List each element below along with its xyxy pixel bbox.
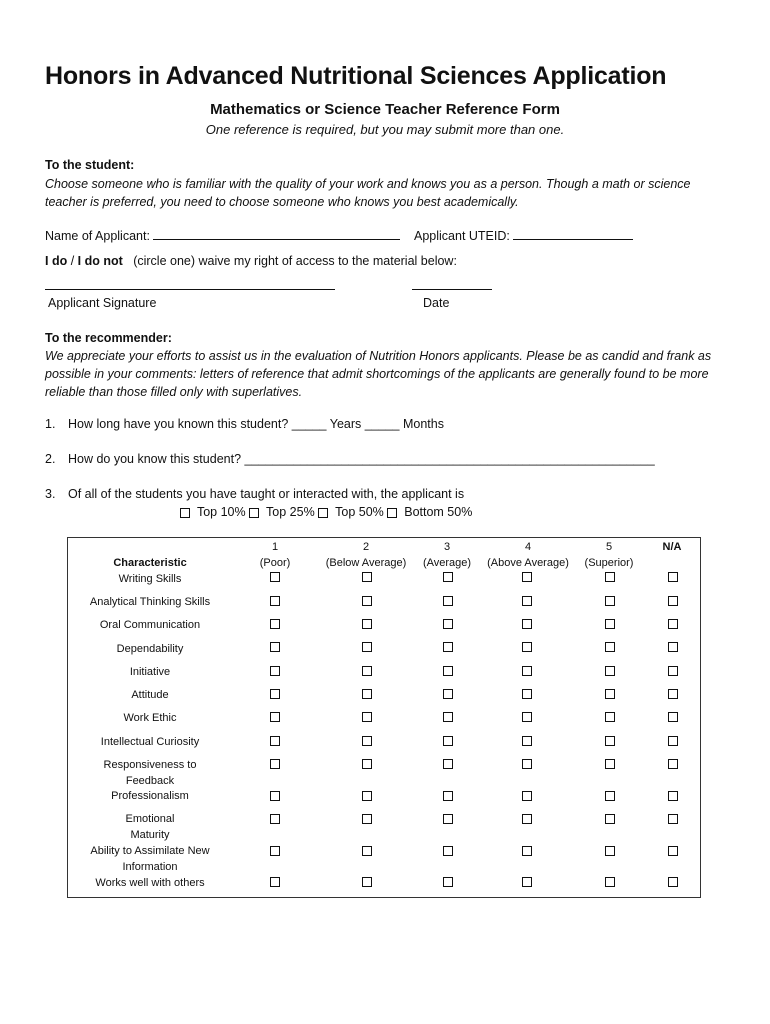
- date-label: Date: [423, 296, 450, 310]
- recommender-instructions-line1: We appreciate your efforts to assist us in the evaluation of Nutrition Honors applicants. Please be as candid and frank as: [45, 349, 712, 363]
- form-note: One reference is required, but you may submit more than one.: [205, 122, 565, 137]
- i-do-option[interactable]: I do: [45, 254, 68, 268]
- uteid-label: Applicant UTEID:: [414, 229, 514, 243]
- rating-checkbox[interactable]: [270, 572, 280, 582]
- rating-checkbox[interactable]: [668, 642, 678, 652]
- rating-checkbox[interactable]: [270, 877, 280, 887]
- col-5-number: 5: [605, 541, 613, 553]
- rating-checkbox[interactable]: [668, 759, 678, 769]
- rating-checkbox[interactable]: [443, 666, 453, 676]
- question-3-number: 3.: [45, 487, 56, 501]
- rank-options: [180, 505, 472, 519]
- rating-checkbox[interactable]: [362, 814, 372, 824]
- rating-checkbox[interactable]: [443, 877, 453, 887]
- rating-checkbox[interactable]: [668, 712, 678, 722]
- row-label-assimilate-information: Ability to Assimilate New Information: [90, 845, 210, 873]
- rating-checkbox[interactable]: [605, 846, 615, 856]
- rating-checkbox[interactable]: [605, 791, 615, 801]
- col-4-header: [480, 539, 576, 571]
- student-instructions-line1: Choose someone who is familiar with the quality of your work and knows you as a person. Though a math or science: [45, 177, 691, 191]
- top-10-checkbox[interactable]: [180, 508, 190, 518]
- applicant-name-label: Name of Applicant:: [45, 229, 154, 243]
- row-label-work-ethic: Work Ethic: [123, 712, 177, 724]
- rating-checkbox[interactable]: [362, 712, 372, 722]
- rating-checkbox[interactable]: [362, 846, 372, 856]
- rating-checkbox[interactable]: [270, 814, 280, 824]
- rating-checkbox[interactable]: [270, 666, 280, 676]
- rating-checkbox[interactable]: [443, 759, 453, 769]
- row-label-initiative: Initiative: [129, 666, 171, 678]
- student-heading: To the student:: [45, 158, 135, 172]
- rating-checkbox[interactable]: [668, 666, 678, 676]
- rating-checkbox[interactable]: [668, 596, 678, 606]
- col-na-header: [646, 539, 698, 555]
- question-1-text: How long have you known this student? _____ Years _____ Months: [68, 417, 444, 431]
- recommender-heading: To the recommender:: [45, 331, 172, 345]
- recommender-instructions-line3: reliable than those filled only with superlatives.: [45, 385, 303, 399]
- uteid-row: [414, 228, 633, 243]
- rating-checkbox[interactable]: [605, 619, 615, 629]
- row-label-professionalism: Professionalism: [111, 790, 189, 802]
- rating-checkbox[interactable]: [270, 791, 280, 801]
- rating-checkbox[interactable]: [270, 712, 280, 722]
- rating-checkbox[interactable]: [605, 596, 615, 606]
- page-title: Honors in Advanced Nutritional Sciences Application: [45, 62, 667, 90]
- rating-checkbox[interactable]: [605, 689, 615, 699]
- col-5-header: [578, 539, 640, 571]
- row-label-works-well: Works well with others: [95, 877, 205, 889]
- rating-checkbox[interactable]: [443, 619, 453, 629]
- rating-checkbox[interactable]: [443, 814, 453, 824]
- rating-checkbox[interactable]: [443, 736, 453, 746]
- waiver-text: (circle one) waive my right of access to the material below:: [133, 254, 457, 268]
- rating-checkbox[interactable]: [443, 689, 453, 699]
- student-instructions: [45, 175, 735, 211]
- rating-checkbox[interactable]: [362, 791, 372, 801]
- rating-checkbox[interactable]: [605, 642, 615, 652]
- rating-checkbox[interactable]: [270, 846, 280, 856]
- question-2-text: How do you know this student? ___________________________________________________________: [68, 452, 655, 466]
- rating-checkbox[interactable]: [362, 572, 372, 582]
- col-2-number: 2: [362, 541, 370, 553]
- rating-checkbox[interactable]: [522, 642, 532, 652]
- top-50-label: Top 50%: [335, 505, 384, 519]
- question-1-number: 1.: [45, 417, 56, 431]
- row-label-oral-communication: Oral Communication: [99, 619, 201, 631]
- col-4-label: (Above Average): [487, 557, 569, 569]
- rating-checkbox[interactable]: [522, 736, 532, 746]
- signature-label: Applicant Signature: [48, 296, 157, 310]
- rating-checkbox[interactable]: [605, 712, 615, 722]
- uteid-field[interactable]: [513, 228, 633, 240]
- waiver-row: [45, 254, 457, 268]
- rating-checkbox[interactable]: [362, 689, 372, 699]
- row-label-intellectual-curiosity: Intellectual Curiosity: [100, 736, 200, 748]
- rating-checkbox[interactable]: [443, 712, 453, 722]
- rating-checkbox[interactable]: [443, 791, 453, 801]
- rating-checkbox[interactable]: [362, 619, 372, 629]
- col-4-number: 4: [524, 541, 532, 553]
- rating-checkbox[interactable]: [270, 736, 280, 746]
- rating-checkbox[interactable]: [362, 666, 372, 676]
- rating-checkbox[interactable]: [668, 877, 678, 887]
- col-3-header: [417, 539, 477, 571]
- col-1-label: (Poor): [259, 557, 291, 569]
- rating-checkbox[interactable]: [270, 619, 280, 629]
- rating-checkbox[interactable]: [522, 791, 532, 801]
- col-1-header: [245, 539, 305, 571]
- rating-checkbox[interactable]: [522, 619, 532, 629]
- row-label-analytical-thinking: Analytical Thinking Skills: [89, 596, 211, 608]
- rating-checkbox[interactable]: [443, 846, 453, 856]
- applicant-name-field[interactable]: [153, 228, 400, 240]
- rating-checkbox[interactable]: [605, 666, 615, 676]
- bottom-50-checkbox[interactable]: [387, 508, 397, 518]
- waiver-slash: /: [67, 254, 78, 268]
- rating-checkbox[interactable]: [522, 877, 532, 887]
- row-label-writing-skills: Writing Skills: [118, 573, 182, 585]
- student-instructions-line2: teacher is preferred, you need to choose someone who knows you best academically.: [45, 195, 519, 209]
- rating-checkbox[interactable]: [270, 642, 280, 652]
- rating-checkbox[interactable]: [668, 689, 678, 699]
- rating-checkbox[interactable]: [443, 596, 453, 606]
- col-2-label: (Below Average): [325, 557, 407, 569]
- rating-checkbox[interactable]: [270, 596, 280, 606]
- row-label-emotional-maturity: Emotional Maturity: [125, 813, 175, 841]
- rating-checkbox[interactable]: [605, 877, 615, 887]
- top-25-checkbox[interactable]: [249, 508, 259, 518]
- top-10-label: Top 10%: [196, 505, 246, 519]
- top-50-checkbox[interactable]: [318, 508, 328, 518]
- col-2-header: [316, 539, 416, 571]
- signature-field[interactable]: [45, 289, 335, 290]
- characteristic-header: Characteristic: [113, 557, 187, 569]
- question-2: [45, 452, 655, 466]
- rating-checkbox[interactable]: [362, 642, 372, 652]
- rating-checkbox[interactable]: [605, 572, 615, 582]
- rating-checkbox[interactable]: [605, 736, 615, 746]
- bottom-50-label: Bottom 50%: [404, 505, 473, 519]
- col-na-number: N/A: [662, 541, 682, 553]
- col-5-label: (Superior): [584, 557, 634, 569]
- rating-checkbox[interactable]: [522, 596, 532, 606]
- rating-checkbox[interactable]: [522, 846, 532, 856]
- question-1: [45, 417, 444, 431]
- rating-checkbox[interactable]: [605, 759, 615, 769]
- rating-checkbox[interactable]: [605, 814, 615, 824]
- rating-checkbox[interactable]: [668, 736, 678, 746]
- rating-checkbox[interactable]: [270, 689, 280, 699]
- row-label-attitude: Attitude: [131, 689, 169, 701]
- date-field[interactable]: [412, 289, 492, 290]
- rating-checkbox[interactable]: [668, 814, 678, 824]
- rating-checkbox[interactable]: [668, 619, 678, 629]
- rating-checkbox[interactable]: [522, 759, 532, 769]
- question-3: [45, 487, 464, 501]
- recommender-instructions: [45, 347, 735, 401]
- question-2-number: 2.: [45, 452, 56, 466]
- rating-checkbox[interactable]: [362, 759, 372, 769]
- col-3-number: 3: [443, 541, 451, 553]
- rating-checkbox[interactable]: [362, 596, 372, 606]
- form-subtitle: Mathematics or Science Teacher Reference Form: [210, 101, 560, 118]
- rating-checkbox[interactable]: [362, 877, 372, 887]
- question-3-text: Of all of the students you have taught or interacted with, the applicant is: [68, 487, 465, 501]
- i-do-not-option[interactable]: I do not: [77, 254, 123, 268]
- rating-checkbox[interactable]: [668, 791, 678, 801]
- rating-checkbox[interactable]: [443, 642, 453, 652]
- rating-checkbox[interactable]: [522, 814, 532, 824]
- applicant-name-row: [45, 228, 400, 243]
- rating-checkbox[interactable]: [443, 572, 453, 582]
- recommender-instructions-line2: possible in your comments: letters of reference that admit shortcomings of the applicants are generally found to be more: [45, 367, 709, 381]
- rating-checkbox[interactable]: [522, 572, 532, 582]
- rating-checkbox[interactable]: [522, 689, 532, 699]
- top-25-label: Top 25%: [266, 505, 315, 519]
- col-1-number: 1: [271, 541, 279, 553]
- row-label-responsiveness: Responsiveness to Feedback: [103, 759, 197, 787]
- rating-checkbox[interactable]: [668, 846, 678, 856]
- col-3-label: (Average): [422, 557, 472, 569]
- row-label-dependability: Dependability: [116, 643, 184, 655]
- rating-checkbox[interactable]: [668, 572, 678, 582]
- rating-checkbox[interactable]: [362, 736, 372, 746]
- rating-checkbox[interactable]: [522, 666, 532, 676]
- rating-checkbox[interactable]: [270, 759, 280, 769]
- rating-checkbox[interactable]: [522, 712, 532, 722]
